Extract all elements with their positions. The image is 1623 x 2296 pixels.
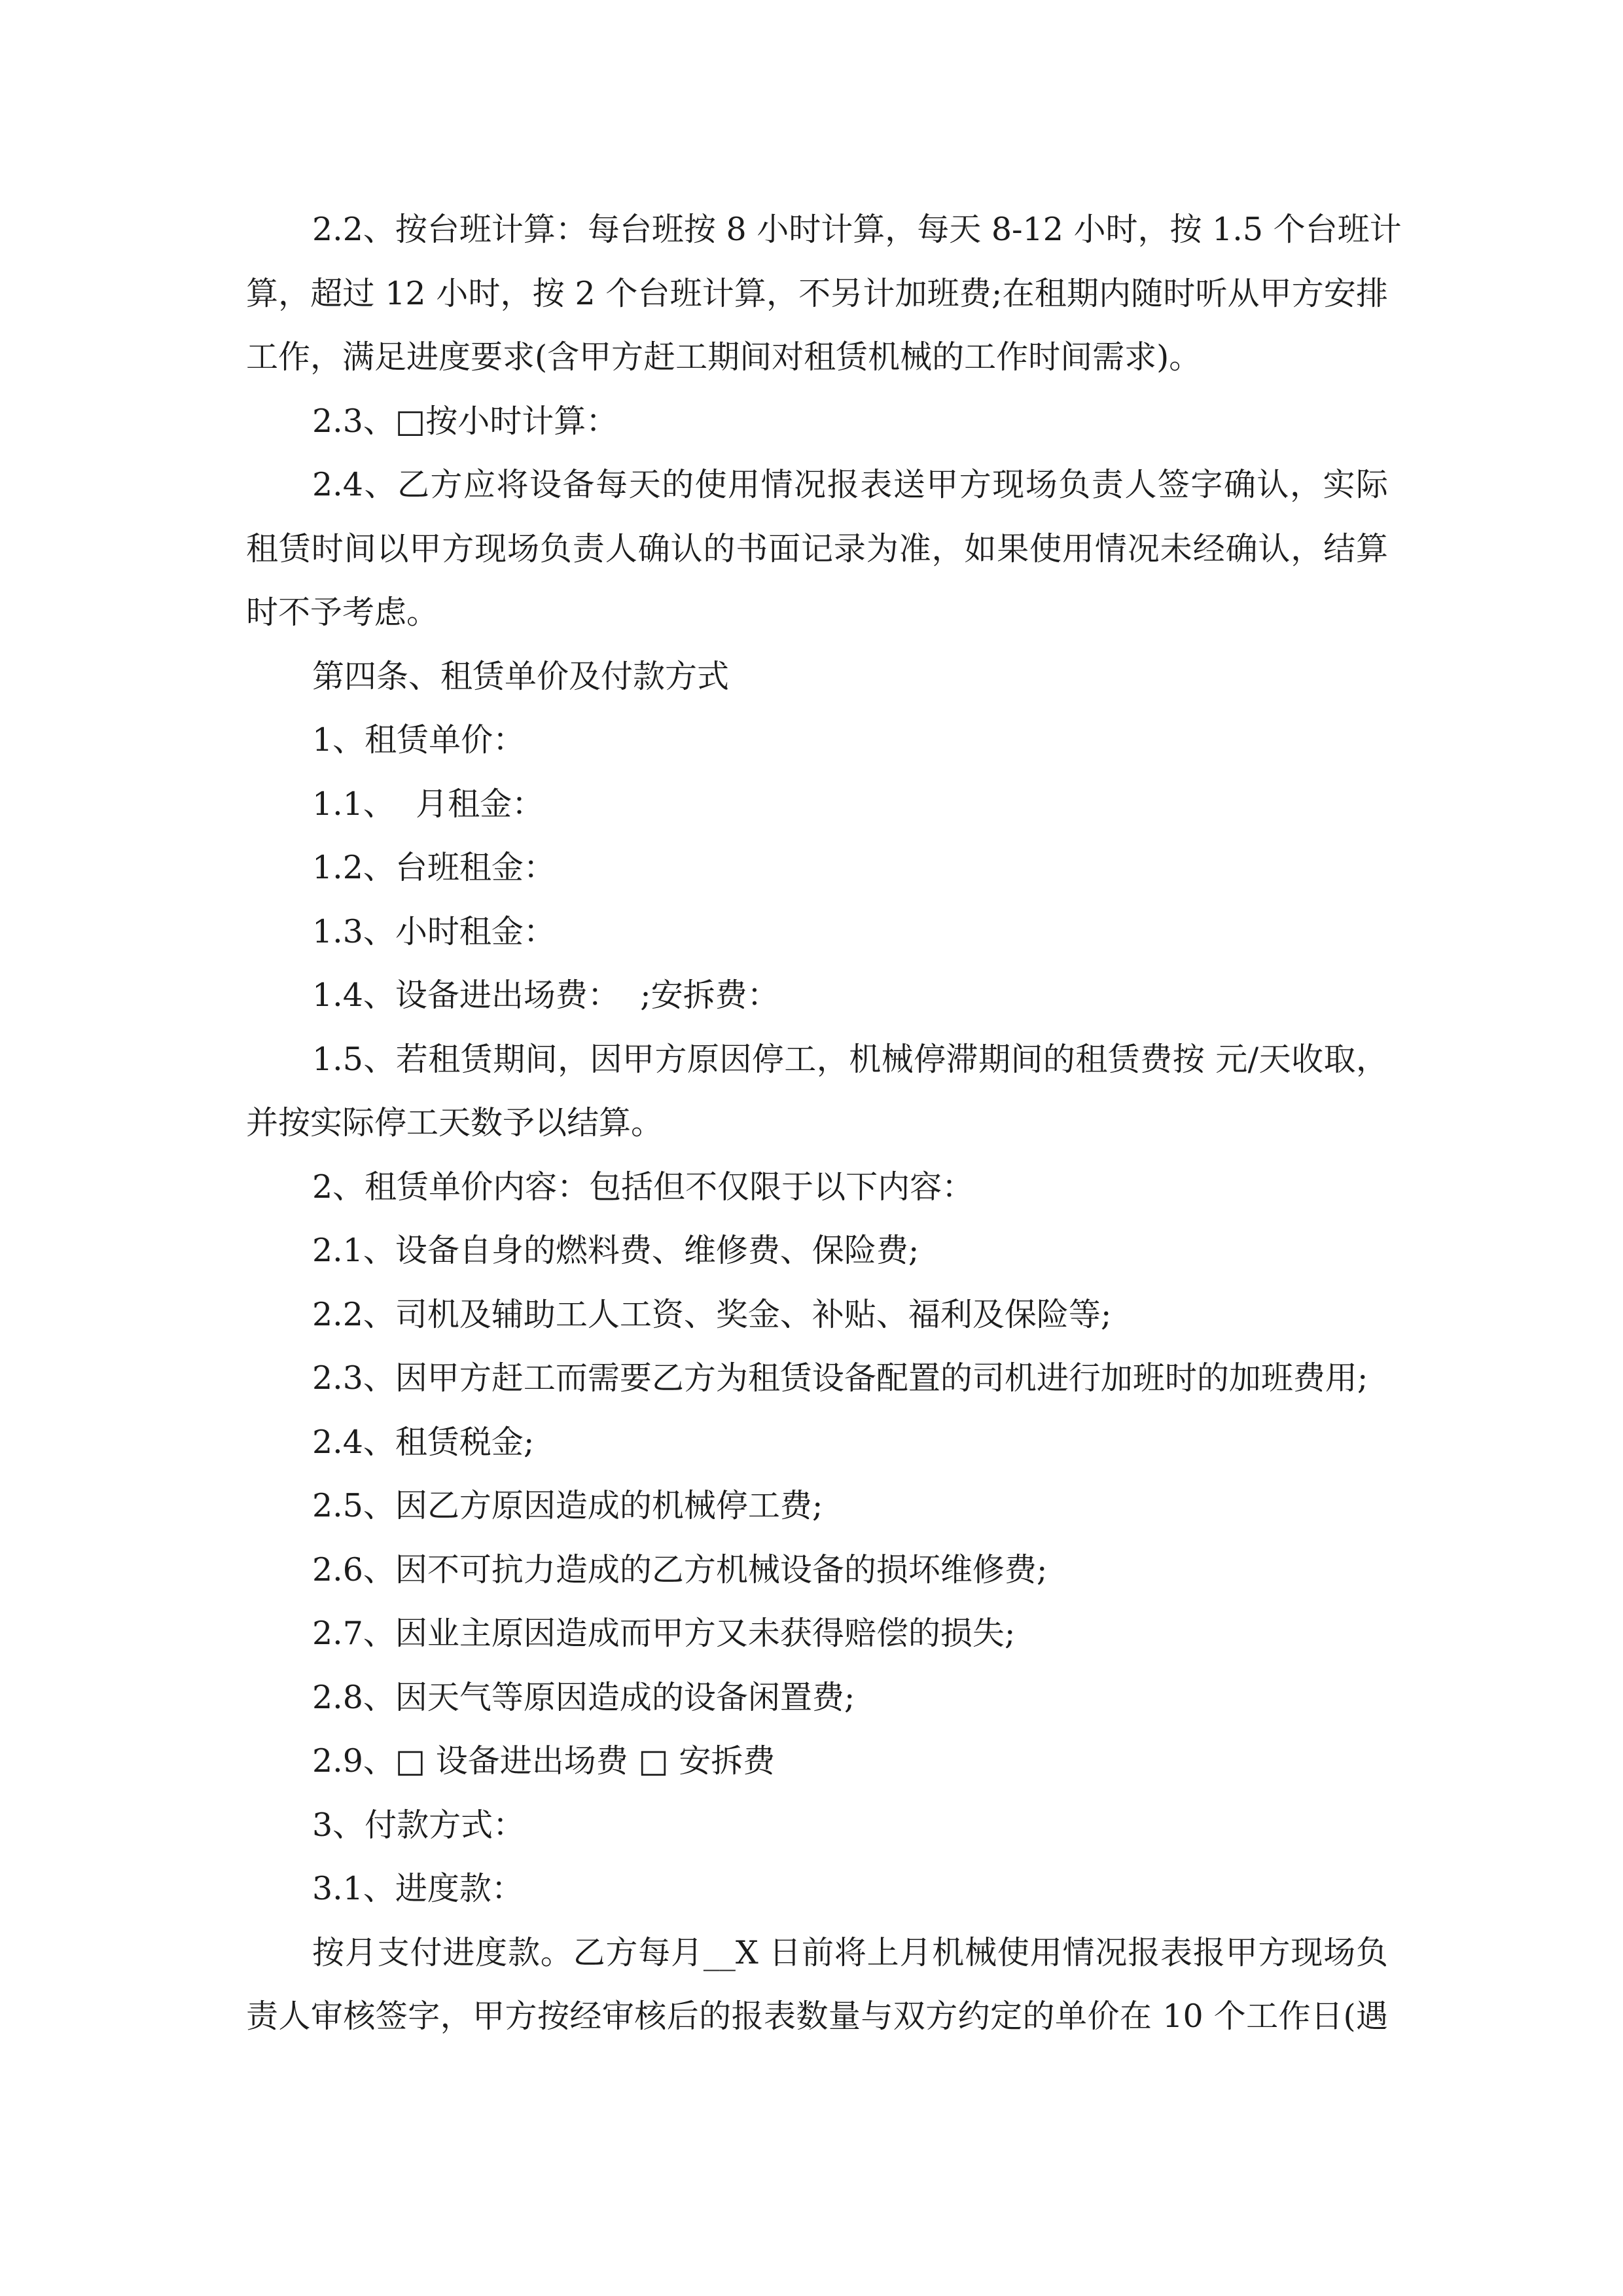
clause-2-9-checkbox-fees (246, 1729, 1388, 1793)
text-line: 2.7、因业主原因造成而甲方又未获得赔偿的损失; (312, 1615, 1016, 1652)
text-line: 工作，满足进度要求(含甲方赶工期间对租赁机械的工作时间需求)。 (246, 338, 1202, 376)
text-line: 2.9、□ 设备进出场费 □ 安拆费 (312, 1742, 776, 1780)
text-line: 2、租赁单价内容：包括但不仅限于以下内容： (312, 1168, 974, 1206)
text-line: 1、租赁单价： (312, 721, 526, 759)
text-line: 租赁时间以甲方现场负责人确认的书面记录为准，如果使用情况未经确认，结算 (246, 529, 1388, 567)
text-line: 责人审核签字，甲方按经审核后的报表数量与双方约定的单价在 10 个工作日(遇 (246, 1998, 1388, 2035)
clause-2-6-force-majeure (246, 1538, 1388, 1602)
text-line: 算，超过 12 小时，按 2 个台班计算，不另计加班费;在租期内随时听从甲方安排 (246, 274, 1388, 312)
text-line: 2.6、因不可抗力造成的乙方机械设备的损坏维修费; (312, 1551, 1048, 1588)
clause-2-price-contents (246, 1155, 1388, 1219)
text-line: 2.3、□按小时计算： (312, 402, 618, 440)
clause-3-payment-method (246, 1793, 1388, 1857)
text-line: 2.4、租赁税金; (312, 1423, 535, 1461)
text-line: 2.4、乙方应将设备每天的使用情况报表送甲方现场负责人签字确认，实际 (312, 466, 1388, 503)
text-line: 2.2、司机及辅助工人工资、奖金、补贴、福利及保险等; (312, 1295, 1112, 1333)
text-line: 按月支付进度款。乙方每月__X 日前将上月机械使用情况报表报甲方现场负 (312, 1933, 1388, 1971)
text-line: 2.1、设备自身的燃料费、维修费、保险费; (312, 1232, 919, 1269)
clause-monthly-payment-terms (246, 1921, 1388, 2049)
clause-2-1-fuel-repair (246, 1219, 1388, 1283)
clause-1-4-entry-exit-fee (246, 963, 1388, 1028)
clause-1-2-shift-rent (246, 836, 1388, 900)
text-line: 2.5、因乙方原因造成的机械停工费; (312, 1487, 823, 1524)
clause-2-8-weather-idle (246, 1666, 1388, 1730)
clause-2-5-stoppage (246, 1474, 1388, 1538)
section-heading: 第四条、租赁单价及付款方式 (312, 657, 730, 695)
clause-2-3-overtime (246, 1346, 1388, 1410)
text-line: 3.1、进度款： (312, 1870, 524, 1907)
clause-2-7-owner-loss (246, 1602, 1388, 1666)
text-line: 3、付款方式： (312, 1806, 526, 1844)
clause-1-unit-price (246, 708, 1388, 772)
clause-3-1-progress-payment (246, 1857, 1388, 1921)
clause-2-4-usage-report (246, 453, 1388, 645)
clause-1-1-monthly-rent (246, 772, 1388, 836)
clause-1-3-hourly-rent (246, 900, 1388, 964)
text-line: 并按实际停工天数予以结算。 (246, 1104, 664, 1141)
article-4-heading (246, 645, 1388, 709)
text-line: 1.5、若租赁期间，因甲方原因停工，机械停滞期间的租赁费按 元/天收取， (312, 1040, 1388, 1078)
clause-2-2-driver-wages (246, 1283, 1388, 1347)
clause-2-4-tax (246, 1410, 1388, 1475)
document-body (246, 198, 1402, 2049)
text-line: 时不予考虑。 (246, 594, 439, 631)
clause-2-3-hourly-billing (246, 389, 1388, 454)
text-line: 1.1、 月租金： (312, 785, 544, 823)
clause-2-2-shift-billing (246, 198, 1402, 389)
text-line: 2.8、因天气等原因造成的设备闲置费; (312, 1678, 855, 1716)
text-line: 1.3、小时租金： (312, 912, 556, 950)
clause-1-5-stoppage-fee (246, 1028, 1388, 1155)
text-line: 2.2、按台班计算：每台班按 8 小时计算，每天 8-12 小时，按 1.5 个台班计 (312, 211, 1402, 248)
text-line: 1.2、台班租金： (312, 849, 556, 886)
text-line: 2.3、因甲方赶工而需要乙方为租赁设备配置的司机进行加班时的加班费用; (312, 1359, 1368, 1397)
text-line: 1.4、设备进出场费： ;安拆费： (312, 977, 779, 1014)
